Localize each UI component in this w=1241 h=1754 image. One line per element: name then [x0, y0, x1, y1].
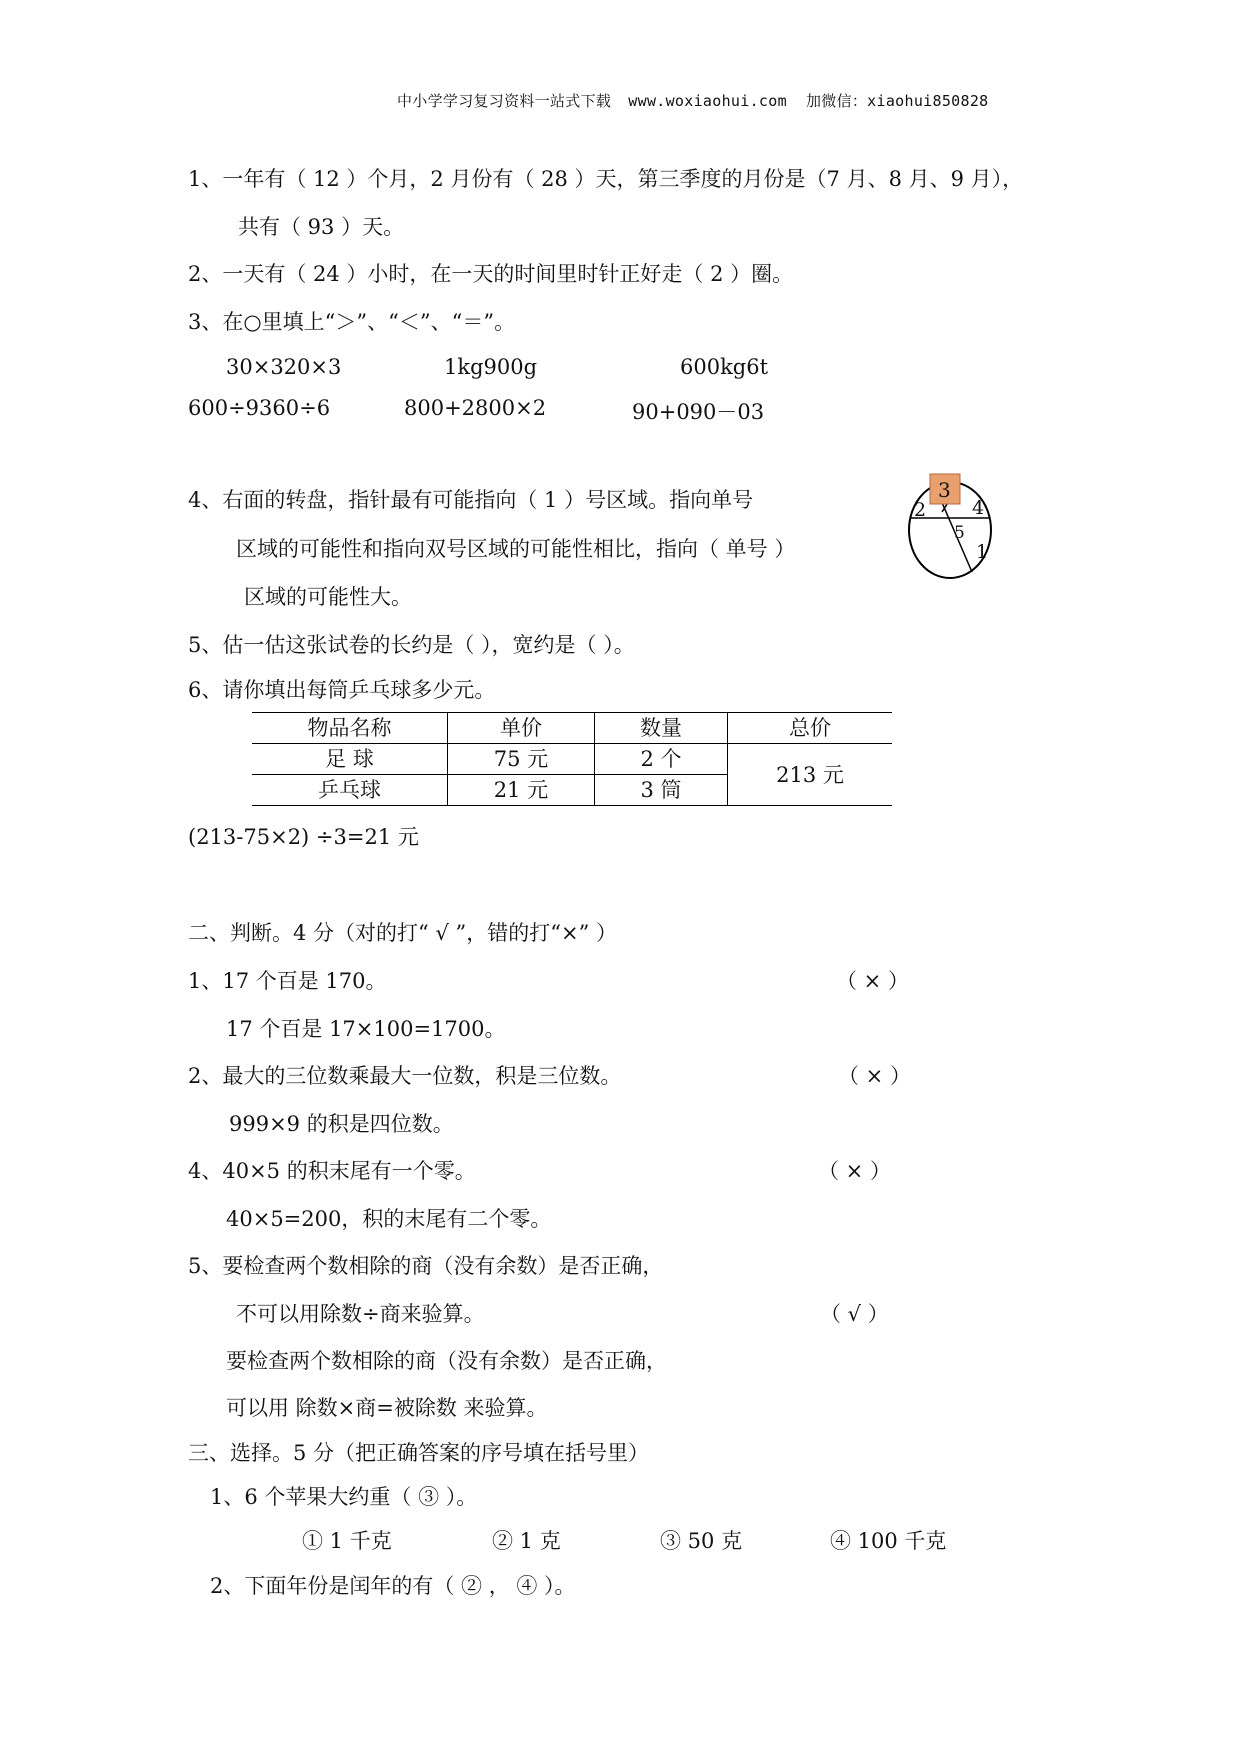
judge-4-explain: 40×5=200，积的末尾有二个零。	[226, 1207, 552, 1231]
choice-2-question: 2、下面年份是闰年的有（ ② ， ④ ）。	[210, 1574, 576, 1598]
q3-r1a: 30×320×3	[226, 355, 342, 379]
q3-r2c: 90+090－03	[632, 400, 765, 424]
q3-r2b: 800+2800×2	[404, 396, 547, 420]
judge-5-explain-line1: 要检查两个数相除的商（没有余数）是否正确，	[226, 1349, 667, 1373]
table-header-cell: 总价	[728, 713, 893, 744]
q1-line1: 1、一年有（ 12 ）个月，2 月份有（ 28 ）天，第三季度的月份是（7 月、8 月、9 月），	[188, 167, 1024, 191]
table-header-cell: 单价	[448, 713, 595, 744]
table-cell: 75 元	[448, 744, 595, 775]
q3-r2a: 600÷9360÷6	[188, 396, 331, 420]
section2-title: 二、判断。4 分（对的打“ √ ”，错的打“×” ）	[188, 921, 617, 945]
q3-r1b: 1kg900g	[444, 355, 538, 379]
spinner-label-1: 1	[976, 541, 989, 563]
header-text: 中小学学习复习资料一站式下载	[397, 92, 612, 110]
judge-5-mark: （ √ ）	[820, 1302, 889, 1326]
judge-4-mark: （ × ）	[818, 1159, 891, 1183]
q3-title: 3、在○里填上“＞”、“＜”、“＝”。	[188, 310, 516, 334]
q3-r1c: 600kg6t	[680, 355, 769, 379]
judge-1-explain: 17 个百是 17×100=1700。	[226, 1017, 506, 1041]
price-table	[252, 712, 892, 806]
choice-1-option-2: ② 1 克	[492, 1529, 561, 1553]
judge-2-explain: 999×9 的积是四位数。	[229, 1112, 454, 1136]
judge-4-question: 4、40×5 的积末尾有一个零。	[188, 1159, 476, 1183]
q6-title: 6、请你填出每筒乒乓球多少元。	[188, 678, 496, 702]
q4-line3: 区域的可能性大。	[244, 585, 412, 609]
spinner-label-4: 4	[972, 497, 985, 519]
spinner-label-3: 3	[938, 478, 951, 502]
table-header-row	[252, 713, 892, 744]
judge-5-question-line2: 不可以用除数÷商来验算。	[236, 1302, 485, 1326]
spinner-label-2: 2	[914, 499, 927, 521]
q1-line2: 共有（ 93 ）天。	[238, 215, 405, 239]
judge-1-mark: （ × ）	[836, 969, 909, 993]
judge-5-question-line1: 5、要检查两个数相除的商（没有余数）是否正确，	[188, 1254, 664, 1278]
choice-1-option-1: ① 1 千克	[302, 1529, 392, 1553]
q5: 5、估一估这张试卷的长约是（ ），宽约是（ ）。	[188, 633, 635, 657]
judge-2-question: 2、最大的三位数乘最大一位数，积是三位数。	[188, 1064, 622, 1088]
q2: 2、一天有（ 24 ）小时，在一天的时间里时针正好走（ 2 ）圈。	[188, 262, 794, 286]
table-cell: 3 筒	[595, 775, 728, 806]
spinner-figure	[900, 470, 1000, 580]
table-cell: 21 元	[448, 775, 595, 806]
section3-title: 三、选择。5 分（把正确答案的序号填在括号里）	[188, 1441, 650, 1465]
q4-line2: 区域的可能性和指向双号区域的可能性相比，指向（ 单号 ）	[236, 537, 796, 561]
judge-1-question: 1、17 个百是 170。	[188, 969, 387, 993]
table-cell: 乒乓球	[252, 775, 448, 806]
choice-1-question: 1、6 个苹果大约重（ ③ ）。	[210, 1485, 478, 1509]
header-url[interactable]: www.woxiaohui.com	[628, 92, 787, 110]
choice-1-option-4: ④ 100 千克	[830, 1529, 947, 1553]
table-total-cell: 213 元	[728, 744, 893, 806]
table-header-cell: 物品名称	[252, 713, 448, 744]
judge-5-explain-line2: 可以用 除数×商=被除数 来验算。	[226, 1396, 548, 1420]
table-row	[252, 744, 892, 775]
spinner-label-5: 5	[954, 523, 965, 543]
q6-solution: (213-75×2) ÷3=21 元	[188, 825, 419, 849]
judge-2-mark: （ × ）	[838, 1064, 911, 1088]
q4-line1: 4、右面的转盘，指针最有可能指向（ 1 ）号区域。指向单号	[188, 488, 754, 512]
table-cell: 足 球	[252, 744, 448, 775]
header-contact: 加微信：xiaohui850828	[805, 92, 989, 110]
table-cell: 2 个	[595, 744, 728, 775]
table-header-cell: 数量	[595, 713, 728, 744]
choice-1-option-3: ③ 50 克	[660, 1529, 743, 1553]
